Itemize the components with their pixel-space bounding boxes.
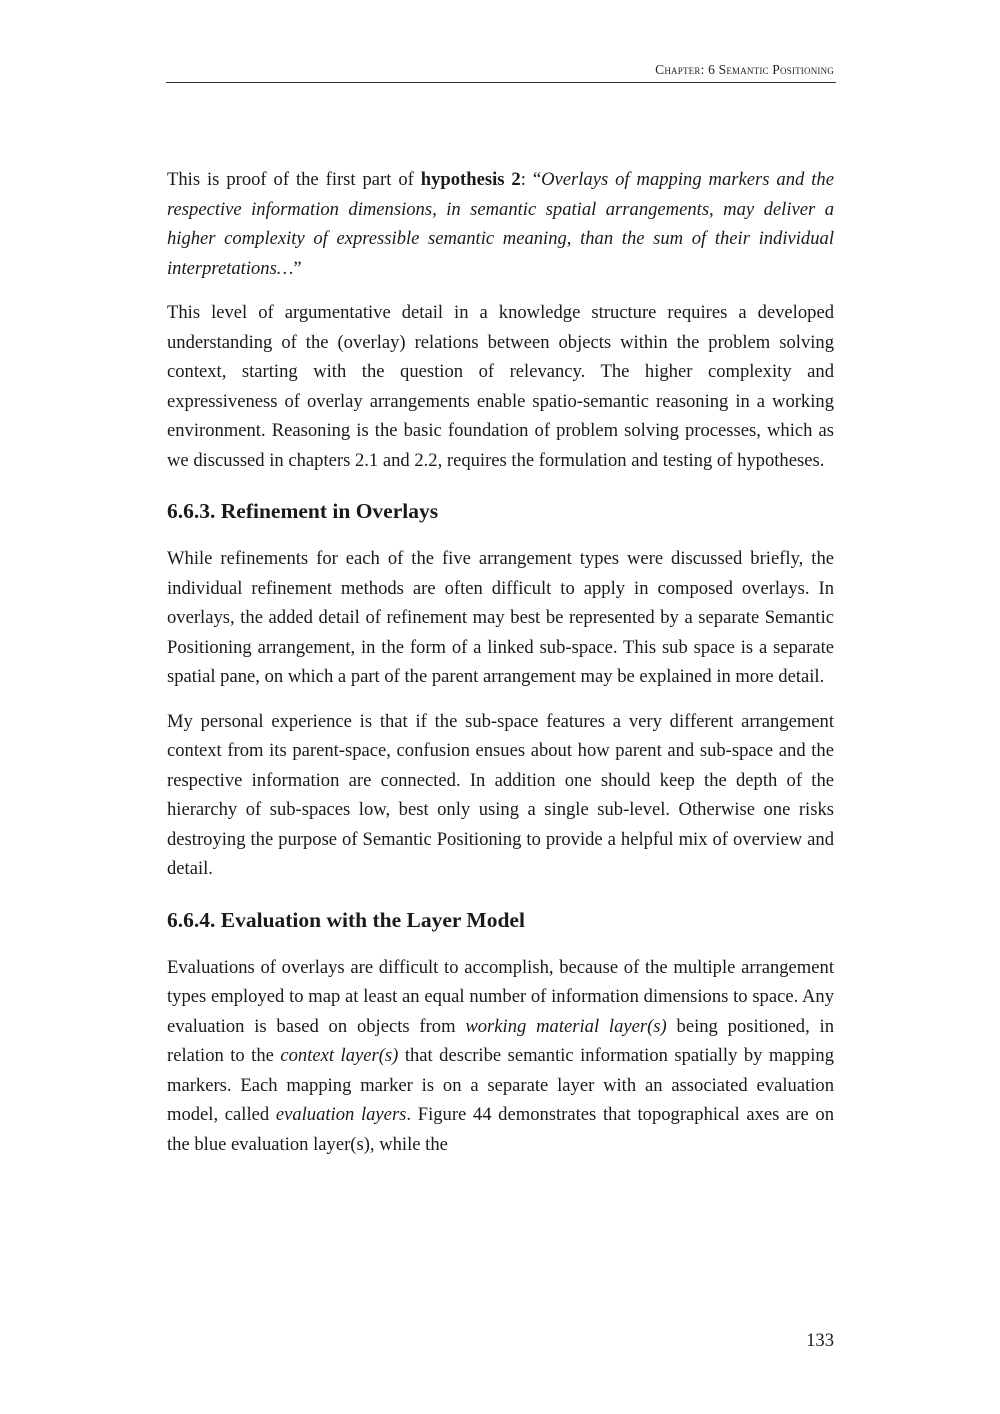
paragraph-argumentative-detail: This level of argumentative detail in a knowledge structure requires a developed understanding of the (overlay) relations between objects within the problem solving context, starting with the question of relevancy. The higher complexity and expressiveness of overlay arrangements enable spatio-semantic reasoning in a working environment. Reasoning is the basic foundation of problem solving processes, which as we discussed in chapters 2.1 and 2.2, requires the formulation and testing of hypotheses. <box>167 302 834 471</box>
paragraph-text: being positioned, in relation to the <box>167 1015 835 1066</box>
running-head: Chapter: 6 Semantic Positioning <box>655 62 834 77</box>
term-context-layer: context layer(s) <box>280 1045 399 1066</box>
paragraph-hypothesis <box>167 165 834 283</box>
paragraph-refinement: While refinements for each of the five arrangement types were discussed briefly, the individual refinement methods are often difficult to apply in composed overlays. In overlays, the added detail of refinement may best be represented by a separate Semantic Positioning arrangement, in the form of a linked sub-space. This sub space is a separate spatial pane, on which a part of the parent arrangement may be explained in more detail. <box>167 548 834 687</box>
page-number: 133 <box>806 1330 834 1351</box>
hypothesis-quote: Overlays of mapping markers and the respective information dimensions, in semantic spatial arrangements, may deliver a higher complexity of expressible semantic meaning, than the sum of their individual interpretations… <box>167 169 834 279</box>
paragraph-text: that describe semantic information spatially by mapping markers. Each mapping marker is on a separate layer with an associated evaluation model, called <box>167 1045 834 1125</box>
hypothesis-term: hypothesis 2 <box>420 169 521 190</box>
paragraph-experience: My personal experience is that if the sub-space features a very different arrangement context from its parent-space, confusion ensues about how parent and sub-space and the respective information are connected. In addition one should keep the depth of the hierarchy of sub-spaces low, best only using a single sub-level. Otherwise one risks destroying the purpose of Semantic Positioning to provide a helpful mix of overview and detail. <box>167 710 834 879</box>
paragraph-text: This is proof of the first part of <box>167 169 421 190</box>
quote-close: ” <box>293 257 302 279</box>
page-body <box>167 165 834 1159</box>
header-rule <box>166 82 836 83</box>
term-evaluation-layers: evaluation layers <box>275 1104 407 1125</box>
section-heading-refinement: 6.6.3. Refinement in Overlays <box>167 499 439 523</box>
quote-open: : “ <box>520 169 542 190</box>
paragraph-text: . Figure 44 demonstrates that topographical axes are on the blue evaluation layer(s), while the <box>167 1104 835 1155</box>
paragraph-text: Evaluations of overlays are difficult to accomplish, because of the multiple arrangement types employed to map at least an equal number of information dimensions to space. Any evaluation is based on objects from <box>167 956 834 1037</box>
term-working-material: working material layer(s) <box>465 1015 667 1037</box>
section-heading-evaluation: 6.6.4. Evaluation with the Layer Model <box>167 907 525 932</box>
paragraph-evaluation <box>167 953 834 1160</box>
